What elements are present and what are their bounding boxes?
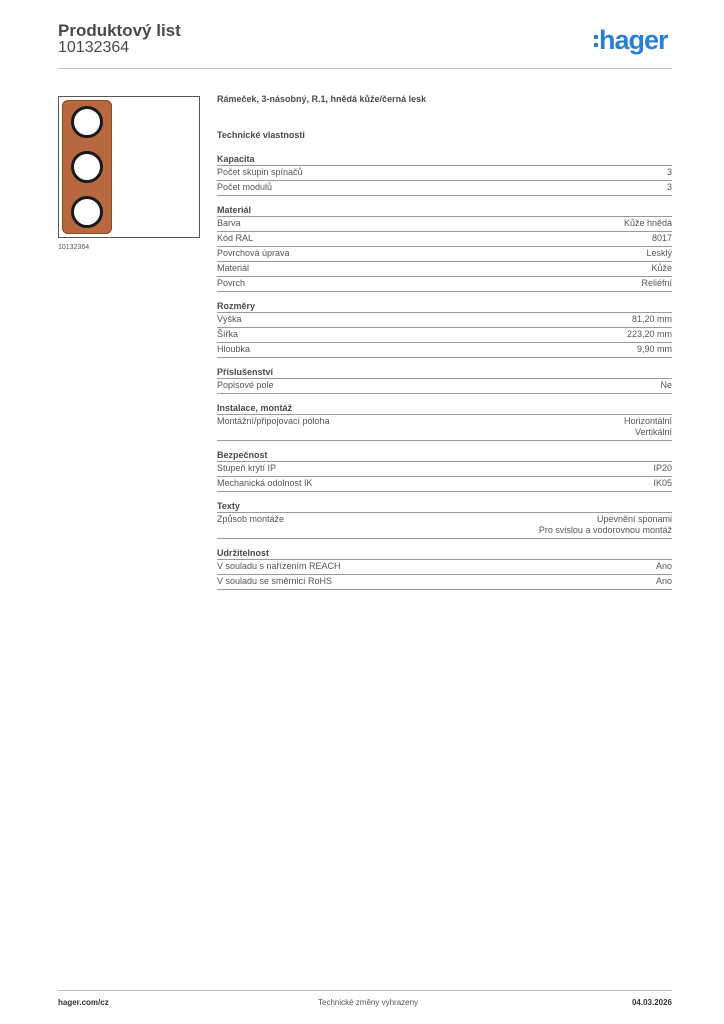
spec-value-line: 3 — [666, 167, 672, 177]
spec-value — [637, 344, 672, 355]
footer-divider — [58, 990, 672, 991]
spec-label: Šířka — [217, 329, 239, 339]
spec-value — [641, 278, 672, 289]
spec-value-line: 9,90 mm — [636, 344, 672, 354]
spec-value — [656, 561, 672, 572]
spec-row — [217, 181, 672, 196]
spec-section — [217, 501, 672, 539]
tech-heading: Technické vlastnosti — [217, 130, 305, 140]
spec-row — [217, 462, 672, 477]
spec-value-line: Reliéfní — [641, 278, 672, 288]
spec-section — [217, 154, 672, 196]
spec-label: Kód RAL — [217, 233, 254, 243]
spec-label: V souladu se směrnicí RoHS — [217, 576, 333, 586]
spec-value-line: Upevnění sponami — [596, 514, 672, 524]
spec-value-line: Ano — [655, 576, 672, 586]
spec-value-line: Vertikální — [634, 427, 672, 437]
spec-value — [651, 263, 672, 274]
spec-row — [217, 232, 672, 247]
spec-value-line: Kůže — [651, 263, 672, 273]
spec-value — [656, 576, 672, 587]
spec-value-line: IP20 — [653, 463, 672, 473]
product-title: Rámeček, 3-násobný, R.1, hnědá kůže/černá lesk — [217, 94, 427, 104]
spec-label: Popisové pole — [217, 380, 274, 390]
spec-label: Povrchová úprava — [217, 248, 290, 258]
spec-value-line: IK05 — [653, 478, 672, 488]
spec-row — [217, 217, 672, 232]
spec-row — [217, 379, 672, 394]
spec-value-line: 3 — [666, 182, 672, 192]
spec-value — [627, 329, 672, 340]
spec-label: Počet skupin spínačů — [217, 167, 303, 177]
product-number: 10132364 — [58, 39, 130, 56]
spec-section — [217, 301, 672, 358]
spec-value — [539, 514, 672, 536]
spec-row — [217, 560, 672, 575]
frame-opening-icon — [71, 196, 103, 228]
spec-label: Počet modulů — [217, 182, 273, 192]
spec-row — [217, 277, 672, 292]
spec-value — [667, 167, 672, 178]
spec-label: Způsob montáže — [217, 514, 285, 524]
product-details — [217, 94, 672, 599]
spec-value — [646, 248, 672, 259]
spec-value-line: Horizontální — [623, 416, 672, 426]
section-title: Udržitelnost — [217, 548, 672, 560]
spec-value-line: Ano — [655, 561, 672, 571]
spec-section — [217, 450, 672, 492]
section-title: Kapacita — [217, 154, 672, 166]
spec-value — [667, 182, 672, 193]
spec-value-line: Ne — [660, 380, 672, 390]
footer-note: Technické změny vyhrazeny — [318, 998, 419, 1007]
spec-value — [624, 416, 672, 438]
spec-label: Barva — [217, 218, 241, 228]
spec-row — [217, 313, 672, 328]
spec-label: Montážní/připojovací poloha — [217, 416, 330, 426]
spec-value — [653, 463, 672, 474]
frame-opening-icon — [71, 151, 103, 183]
spec-row — [217, 328, 672, 343]
spec-label: Mechanická odolnost IK — [217, 478, 313, 488]
section-title: Texty — [217, 501, 672, 513]
spec-label: Materiál — [217, 263, 250, 273]
spec-row — [217, 477, 672, 492]
section-title: Příslušenství — [217, 367, 672, 379]
spec-value — [624, 218, 672, 229]
spec-label: Stupeň krytí IP — [217, 463, 277, 473]
spec-label: Výška — [217, 314, 242, 324]
spec-sections — [217, 154, 672, 590]
product-frame-image — [62, 100, 112, 234]
spec-value-line: Kůže hnědá — [623, 218, 672, 228]
spec-row — [217, 415, 672, 441]
spec-row — [217, 575, 672, 590]
frame-opening-icon — [71, 106, 103, 138]
spec-label: Povrch — [217, 278, 246, 288]
spec-row — [217, 513, 672, 539]
spec-section — [217, 367, 672, 394]
header-divider — [58, 68, 672, 69]
spec-row — [217, 343, 672, 358]
spec-value-line: 223,20 mm — [626, 329, 672, 339]
logo-text: hager — [599, 25, 668, 55]
logo-dots-icon — [594, 27, 598, 47]
hager-logo — [594, 27, 668, 54]
spec-row — [217, 247, 672, 262]
footer-site-link[interactable]: hager.com/cz — [58, 998, 109, 1007]
spec-section — [217, 403, 672, 441]
spec-value-line: 81,20 mm — [631, 314, 672, 324]
spec-value — [632, 314, 672, 325]
spec-value-line: Lesklý — [646, 248, 672, 258]
spec-label: V souladu s nařízením REACH — [217, 561, 341, 571]
spec-row — [217, 262, 672, 277]
page-title: Produktový list — [58, 21, 181, 40]
section-title: Bezpečnost — [217, 450, 672, 462]
section-title: Rozměry — [217, 301, 672, 313]
spec-value-line: Pro svislou a vodorovnou montáž — [538, 525, 672, 535]
spec-row — [217, 166, 672, 181]
section-title: Instalace, montáž — [217, 403, 672, 415]
spec-section — [217, 548, 672, 590]
spec-section — [217, 205, 672, 292]
footer-date: 04.03.2026 — [631, 998, 672, 1007]
spec-label: Hloubka — [217, 344, 251, 354]
spec-value — [653, 478, 672, 489]
spec-value — [652, 233, 672, 244]
spec-value-line: 8017 — [651, 233, 672, 243]
spec-value — [660, 380, 672, 391]
section-title: Materiál — [217, 205, 672, 217]
image-caption: 10132364 — [58, 244, 90, 251]
